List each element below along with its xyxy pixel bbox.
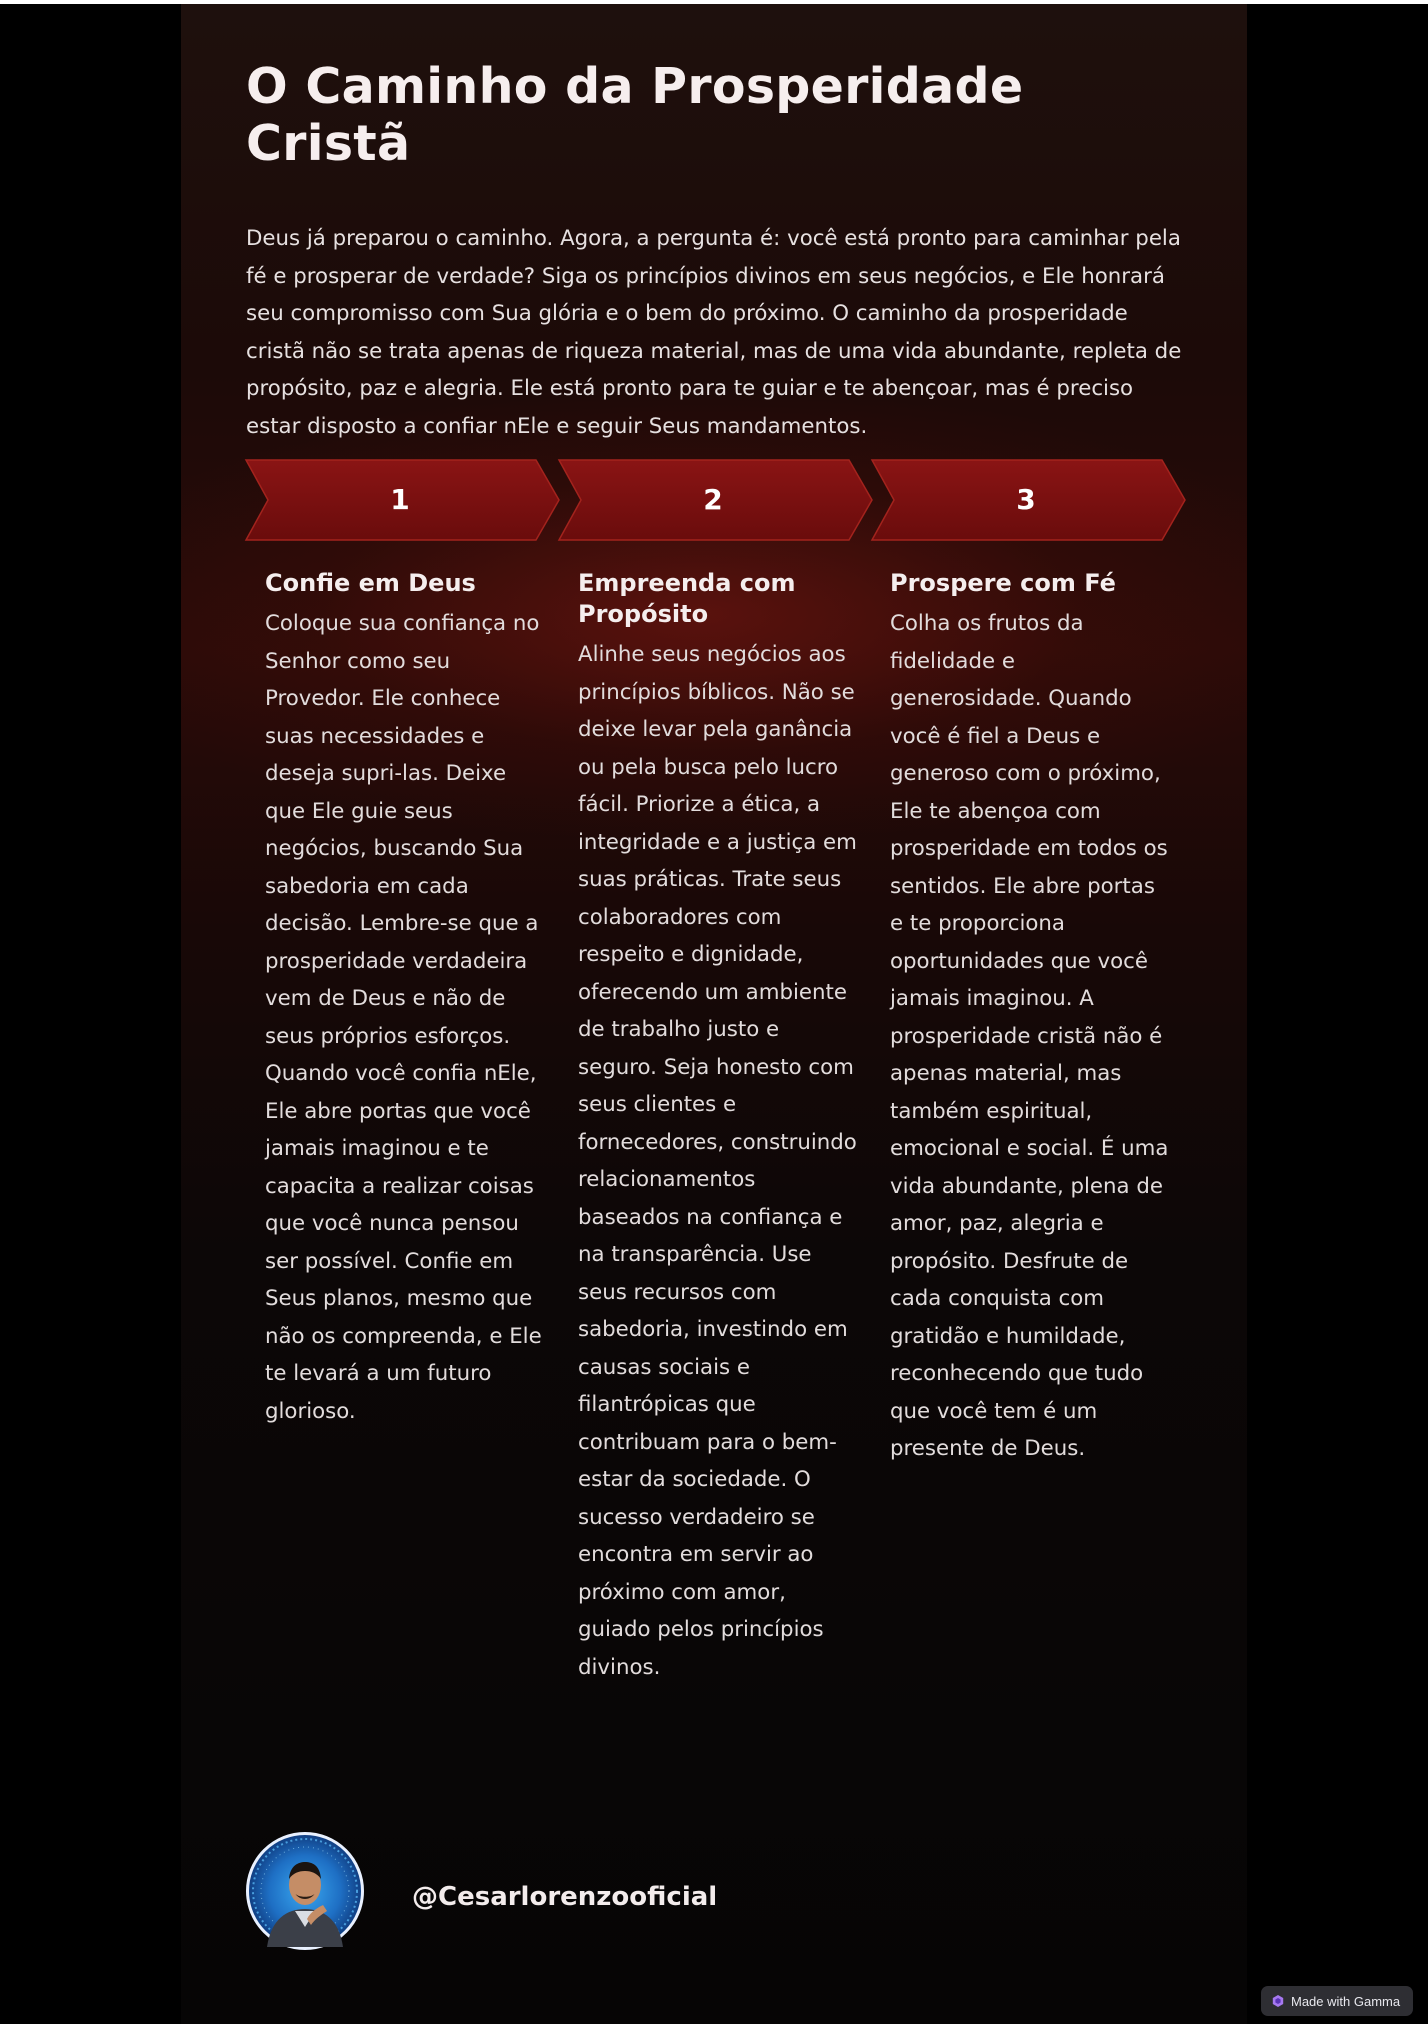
social-handle: @Cesarlorenzooficial bbox=[412, 1882, 718, 1912]
step-column-1 bbox=[265, 568, 547, 1430]
profile-photo-icon bbox=[249, 1835, 361, 1947]
step-number-3: 3 bbox=[1016, 483, 1036, 516]
step-number-2: 2 bbox=[703, 483, 723, 516]
step-title-3: Prospere com Fé bbox=[890, 569, 1116, 597]
gamma-logo-icon bbox=[1272, 1995, 1284, 2007]
step-title-1: Confie em Deus bbox=[265, 569, 476, 597]
slide-card bbox=[181, 4, 1401, 2024]
step-title-2: Empreenda com Propósito bbox=[578, 569, 796, 628]
page-title: O Caminho da Prosperidade Cristã bbox=[246, 58, 1024, 172]
process-steps-bar bbox=[246, 460, 1186, 540]
intro-paragraph: Deus já preparou o caminho. Agora, a pergunta é: você está pronto para caminhar pela fé e prosperar de verdade? Siga os princípios divinos em seus negócios, e Ele honrará seu compromisso com Sua glória e o bem do próximo. O caminho da prosperidade cristã não se trata apenas de riqueza material, mas de uma vida abundante, repleta de propósito, paz e alegria. Ele está pronto para te guiar e te abençoar, mas é preciso estar disposto a confiar nEle e seguir Seus mandamentos. bbox=[246, 226, 1182, 439]
made-with-gamma-badge[interactable] bbox=[1261, 1986, 1413, 2016]
step-column-2 bbox=[578, 568, 860, 1686]
step-text-1: Coloque sua confiança no Senhor como seu Provedor. Ele conhece suas necessidades e deseja supri-las. Deixe que Ele guie seus negócios, buscando Sua sabedoria em cada decisão. Lembre-se que a prosperidade verdadeira vem de Deus e não de seus próprios esforços. Quando você confia nEle, Ele abre portas que você jamais imaginou e te capacita a realizar coisas que você nunca pensou ser possível. Confie em Seus planos, mesmo que não os compreenda, e Ele te levará a um futuro glorioso. bbox=[265, 611, 542, 1424]
step-text-3: Colha os frutos da fidelidade e generosidade. Quando você é fiel a Deus e generoso com o próximo, Ele te abençoa com prosperidade em todos os sentidos. Ele abre portas e te proporciona oportunidades que você jamais imaginou. A prosperidade cristã não é apenas material, mas também espiritual, emocional e social. É uma vida abundante, plena de amor, paz, alegria e propósito. Desfrute de cada conquista com gratidão e humildade, reconhecendo que tudo que você tem é um presente de Deus. bbox=[890, 611, 1169, 1461]
profile-avatar bbox=[246, 1832, 364, 1950]
bottom-edge-band bbox=[0, 2024, 1428, 2028]
step-text-2: Alinhe seus negócios aos princípios bíblicos. Não se deixe levar pela ganância ou pela busca pelo lucro fácil. Priorize a ética, a integridade e a justiça em suas práticas. Trate seus colaboradores com respeito e dignidade, oferecendo um ambiente de trabalho justo e seguro. Seja honesto com seus clientes e fornecedores, construindo relacionamentos baseados na confiança e na transparência. Use seus recursos com sabedoria, investindo em causas sociais e filantrópicas que contribuam para o bem-estar da sociedade. O sucesso verdadeiro se encontra em servir ao próximo com amor, guiado pelos princípios divinos. bbox=[578, 642, 857, 1680]
gamma-badge-label: Made with Gamma bbox=[1291, 1993, 1401, 2009]
step-number-1: 1 bbox=[390, 483, 410, 516]
step-column-3 bbox=[890, 568, 1172, 1468]
